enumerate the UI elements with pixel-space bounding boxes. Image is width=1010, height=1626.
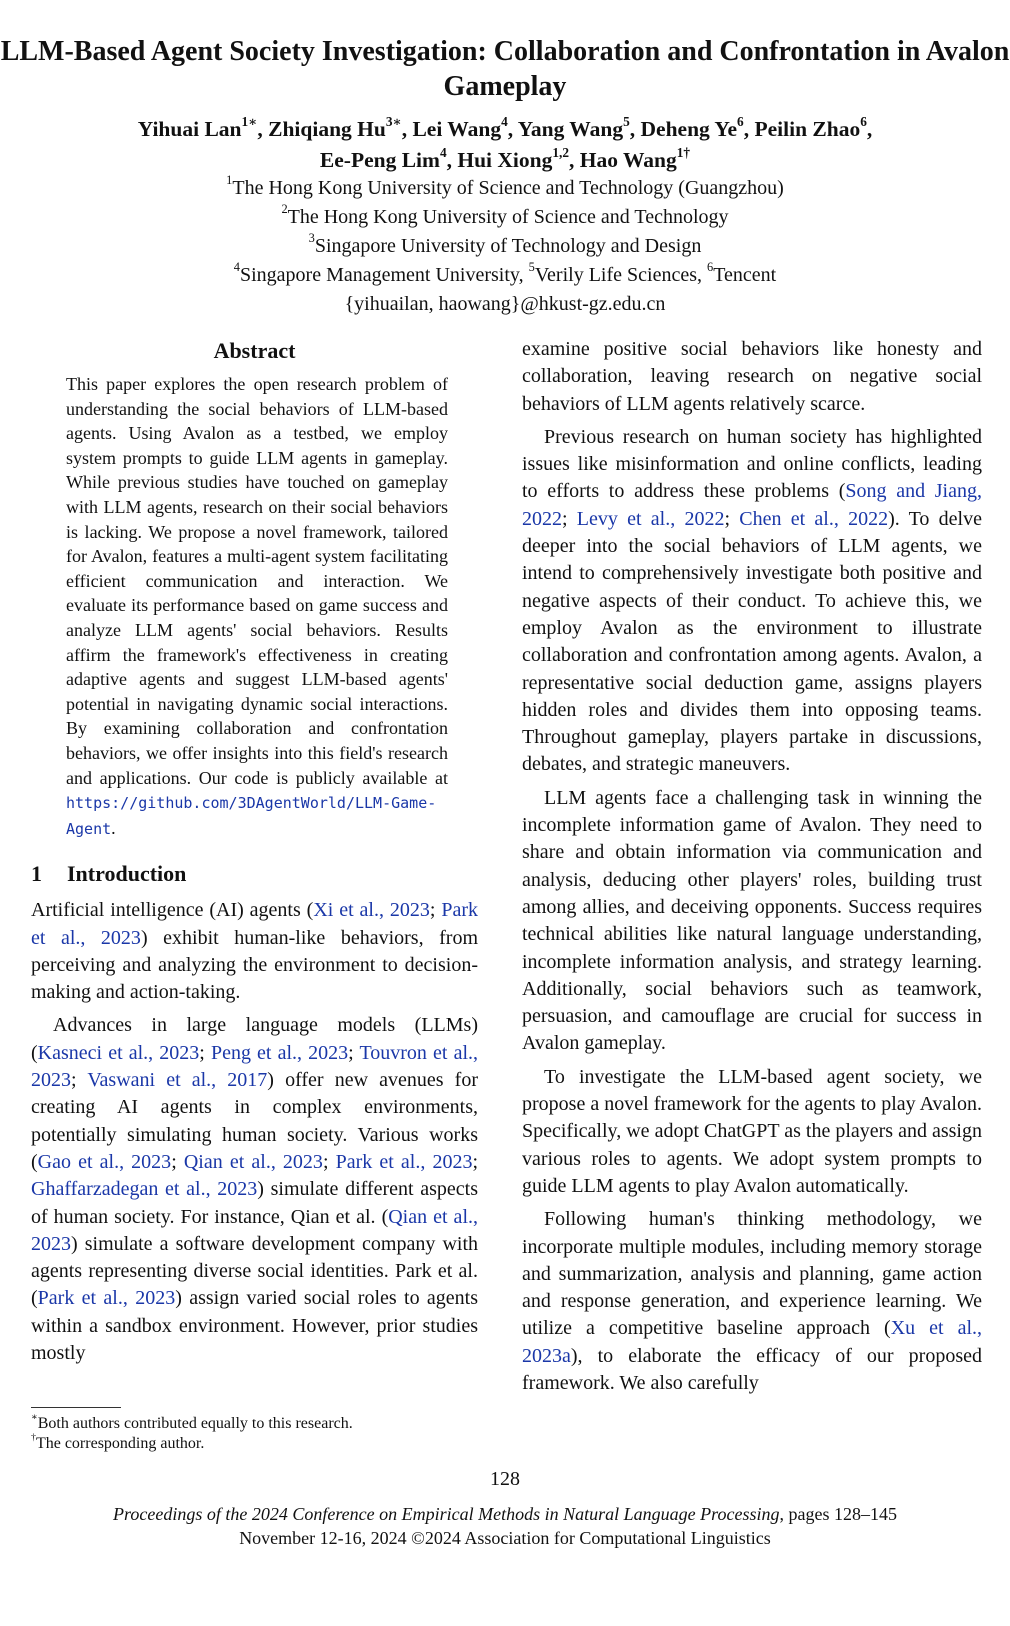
citation-link[interactable]: Qian et al., 2023: [31, 1205, 478, 1255]
citation-link[interactable]: Levy et al., 2022: [576, 507, 725, 530]
code-url-link[interactable]: https://github.com/3DAgentWorld/LLM-Game-Agent: [66, 794, 437, 838]
author: Hao Wang$^{1\dagger}$: [579, 144, 691, 172]
citation-link[interactable]: Chen et al., 2022: [739, 507, 889, 530]
footnote: ∗Both authors contributed equally to this research.: [31, 1412, 353, 1432]
affiliation: $^4$Singapore Management University, $^5$Verily Life Sciences, $^6$Tencent: [233, 260, 777, 286]
citation-link[interactable]: Qian et al., 2023: [183, 1150, 323, 1173]
affiliation: $^1$The Hong Kong University of Science and Technology (Guangzhou): [226, 173, 784, 199]
citation-link[interactable]: Song and Jiang, 2022: [522, 480, 982, 530]
left-column: [31, 336, 478, 1367]
citation-link[interactable]: Xu et al., 2023a: [522, 1317, 983, 1367]
intro-paragraph-1: Artificial intelligence (AI) agents (Xi et al., 2023; Park et al., 2023) exhibit human-like behaviors, from perceiving and analyzing the environment to decision-making and action-taking.: [31, 899, 478, 1004]
citation-link[interactable]: Park et al., 2023: [335, 1150, 473, 1173]
author: Lei Wang$^4$: [412, 113, 508, 141]
author: Ee-Peng Lim$^4$: [319, 144, 447, 172]
affiliation: $^3$Singapore University of Technology and Design: [308, 231, 702, 257]
footnote-rule: [31, 1407, 121, 1408]
citation-link[interactable]: Park et al., 2023: [37, 1287, 176, 1310]
date-copyright: November 12-16, 2024 ©2024 Association for Computational Linguistics: [239, 1528, 771, 1548]
body-paragraph: To investigate the LLM-based agent society, we propose a novel framework for the agents to play Avalon. Specifically, we adopt ChatGPT as the players and assign various roles to agents. We adopt system prompts to guide LLM agents to play Avalon automatically.: [522, 1065, 982, 1197]
proceedings-footer: Proceedings of the 2024 Conference on Empirical Methods in Natural Language Processing, pages 128–145 November 12-16, 2024 ©2024 Association for Computational Linguistics: [0, 1502, 1010, 1550]
page-number: 128: [490, 1468, 520, 1490]
citation-link[interactable]: Ghaffarzadegan et al., 2023: [31, 1178, 258, 1201]
body-paragraph: examine positive social behaviors like honesty and collaboration, leaving research on negative social behaviors of LLM agents relatively scarce.: [522, 338, 982, 415]
contact-email: {yihuailan, haowang}@hkust-gz.edu.cn: [344, 293, 666, 315]
author: Yang Wang$^5$: [517, 113, 630, 141]
author: Deheng Ye$^6$: [640, 113, 744, 141]
author: Zhiqiang $Hu^{3∗}$: [268, 113, 402, 141]
affiliations: [0, 174, 1010, 319]
body-paragraph: Following human's thinking methodology, we incorporate multiple modules, including memory storage and summarization, analysis and planning, game action and response generation, and experience learning. We utilize a competitive baseline approach (Xu et al., 2023a), to elaborate the efficacy of our proposed framework. We also carefully: [522, 1208, 983, 1394]
author: Hui Xiong$^{1,2}$: [457, 144, 570, 172]
venue-name: Proceedings of the 2024 Conference on Empirical Methods in Natural Language Processing: [113, 1504, 780, 1524]
footnote: †The corresponding author.: [31, 1432, 205, 1452]
citation-link[interactable]: Touvron et al., 2023: [31, 1041, 479, 1092]
intro-paragraph-2: Advances in large language models (LLMs) (Kasneci et al., 2023; Peng et al., 2023; Touvron et al., 2023; Vaswani et al., 2017) offer new avenues for creating AI agents in complex environments, potentially simulating human society. Various works (Gao et al., 2023; Qian et al., 2023; Park et al., 2023; Ghaffarzadegan et al., 2023) simulate different aspects of human society. For instance, Qian et al. (Qian et al., 2023) simulate a software development company with agents representing diverse social identities. Park et al. (Park et al., 2023) assign varied social roles to agents within a sandbox environment. However, prior studies mostly: [31, 1014, 479, 1365]
body-paragraph: LLM agents face a challenging task in winning the incomplete information game of Avalon. They need to share and obtain information via communication and analysis, deducing other players' roles, building trust among allies, and deceiving opponents. Success requires technical abilities like natural language understanding, incomplete information analysis, and strategy learning. Additionally, social behaviors such as teamwork, persuasion, and camouflage are crucial for success in Avalon gameplay.: [522, 786, 982, 1055]
author: Peilin Zhao$^6$: [754, 113, 867, 141]
citation-link[interactable]: Xi et al., 2023: [313, 899, 430, 922]
citation-link[interactable]: Kasneci et al., 2023: [37, 1041, 200, 1064]
abstract-text: This paper explores the open research problem of understanding the social behaviors of LLM-based agents. Using Avalon as a testbed, we employ system prompts to guide LLM agents in gameplay. While previous studies have touched on gameplay with LLM agents, research on their social behaviors is lacking. We propose a novel framework, tailored for Avalon, features a multi-agent system facilitating efficient communication and interaction. We evaluate its performance based on game success and analyze LLM agents' social behaviors. Results affirm the framework's effectiveness in creating adaptive agents and suggest LLM-based agents' potential in navigating dynamic social interactions. By examining collaboration and confrontation behaviors, we offer insights into this field's research and applications. Our code is publicly available at https://github.com/3DAgentWorld/LLM-Game-Agent.: [66, 374, 448, 838]
author: Yihuai Lan$^{1∗}$: [137, 113, 258, 141]
body-paragraph: Previous research on human society has highlighted issues like misinformation and online conflicts, leading to efforts to address these problems (Song and Jiang, 2022; Levy et al., 2022; Chen et al., 2022). To delve deeper into the social behaviors of LLM agents, we intend to comprehensively investigate both positive and negative aspects of their conduct. To achieve this, we employ Avalon as the environment to illustrate collaboration and confrontation among agents. Avalon, a representative social deduction game, assigns players hidden roles and divides them into opposing teams. Throughout gameplay, players partake in discussions, debates, and strategic maneuvers.: [522, 425, 982, 776]
citation-link[interactable]: Gao et al., 2023: [37, 1150, 172, 1173]
footnotes: [31, 1407, 478, 1454]
paper-title: LLM-Based Agent Society Investigation: Collaboration and Confrontation in Avalon Gameplay: [0, 36, 1010, 102]
affiliation: $^2$The Hong Kong University of Science and Technology: [281, 202, 729, 228]
author-list: Yihuai Lan$^{1∗}$, Zhiqiang $Hu^{3∗}$, Lei Wang$^4$, Yang Wang$^5$, Deheng Ye$^6$, Peilin Zhao$^6$, Ee-Peng Lim$^4$, Hui Xiong$^{1,2}$, Hao Wang$^{1\dagger}$: [137, 113, 873, 172]
citation-link[interactable]: Park et al., 2023: [31, 899, 478, 949]
right-column: [522, 336, 982, 1397]
citation-link[interactable]: Vaswani et al., 2017: [87, 1069, 268, 1092]
citation-link[interactable]: Peng et al., 2023: [210, 1041, 349, 1064]
section-heading-introduction: 1 Introduction: [31, 861, 187, 887]
abstract-heading: Abstract: [213, 338, 296, 363]
